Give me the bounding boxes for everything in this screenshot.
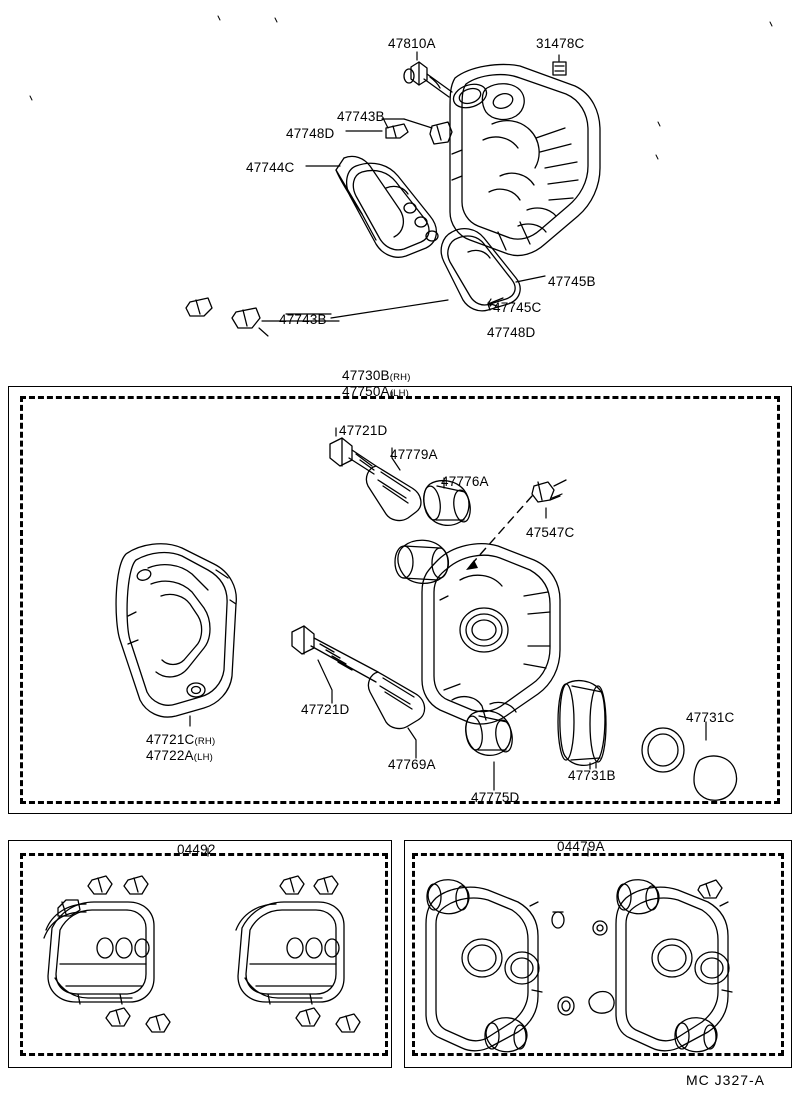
label-47810a: 47810A [388,36,436,51]
label-47721d-lower: 47721D [301,702,350,717]
label-47730b-rh: 47730B(RH) [342,368,411,383]
label-47744c: 47744C [246,160,295,175]
label-47731c: 47731C [686,710,735,725]
label-47743b-bottom: 47743B [279,312,327,327]
label-47721c-rh: 47721C(RH) [146,732,216,747]
label-47722a-lh: 47722A(LH) [146,748,214,763]
label-47721d-upper: 47721D [339,423,388,438]
label-47745c: 47745C [493,300,542,315]
label-31478c: 31478C [536,36,585,51]
kit-right-dashed-frame [412,853,784,1056]
label-47776a: 47776A [441,474,489,489]
label-47769a: 47769A [388,757,436,772]
label-47748d-top: 47748D [286,126,335,141]
kit-left-dashed-frame [20,853,388,1056]
label-47775d: 47775D [471,790,520,805]
label-47745b: 47745B [548,274,596,289]
diagram-sheet-code: MC J327-A [686,1072,766,1088]
label-47731b: 47731B [568,768,616,783]
label-04479a: 04479A [557,839,605,854]
label-47547c: 47547C [526,525,575,540]
label-47748d-bottom: 47748D [487,325,536,340]
label-47750a-lh: 47750A(LH) [342,384,410,399]
label-04492: 04492 [177,842,216,857]
label-47743b-top: 47743B [337,109,385,124]
label-47779a: 47779A [390,447,438,462]
